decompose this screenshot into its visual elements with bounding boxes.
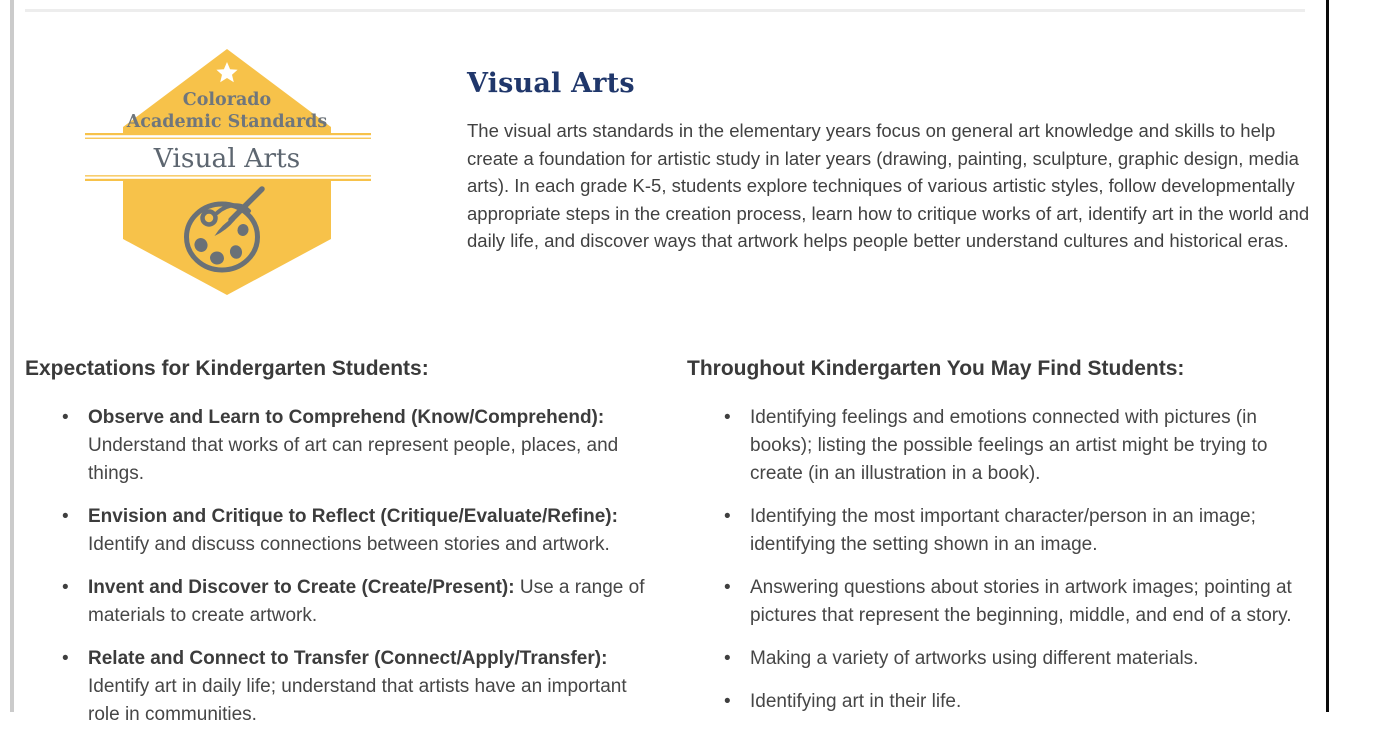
item-text: Understand that works of art can represent people, places, and things. xyxy=(88,435,619,484)
item-bold-label: Invent and Discover to Create (Create/Present): xyxy=(88,577,515,598)
page-left-rule xyxy=(10,0,14,712)
banner-rule xyxy=(85,138,371,139)
list-item xyxy=(61,503,659,559)
intro-section xyxy=(467,68,1331,255)
banner-rule xyxy=(85,179,371,181)
list-item: • Identifying the most important character/person in an image; identifying the setting shown in an image. xyxy=(723,503,1319,559)
list-item xyxy=(61,645,659,729)
item-bold-label: Envision and Critique to Reflect (Critique/Evaluate/Refine): xyxy=(88,506,618,527)
item-bold-label: Observe and Learn to Comprehend (Know/Comprehend): xyxy=(88,407,605,428)
item-text: Use a range of materials to create artwork. xyxy=(88,577,645,626)
students-activities-heading: Throughout Kindergarten You May Find Students: xyxy=(687,357,1185,380)
page-title: Visual Arts xyxy=(467,68,635,99)
page-top-rule xyxy=(25,9,1305,12)
list-item xyxy=(61,574,659,630)
banner-rule xyxy=(85,175,371,176)
intro-description: The visual arts standards in the elementary years focus on general art knowledge and skills to help create a foundation for artistic study in later years (drawing, painting, sculpture, graphic design, media arts). In each grade K-5, students explore techniques of various artistic styles, follow developmentally appropriate steps in the creation process, learn how to critique works of art, identify art in the world and daily life, and discover ways that artwork helps people better understand cultures and historical eras. xyxy=(467,120,1310,251)
expectations-section xyxy=(25,356,659,744)
banner-rule xyxy=(85,133,371,135)
expectations-heading: Expectations for Kindergarten Students: xyxy=(25,357,429,380)
item-text: Identify and discuss connections between stories and artwork. xyxy=(88,534,610,555)
badge-banner-text: Visual Arts xyxy=(153,143,301,174)
expectations-list xyxy=(61,404,659,729)
students-activities-section xyxy=(687,356,1319,731)
list-item xyxy=(61,404,659,488)
students-activities-list xyxy=(723,404,1319,716)
colorado-academic-standards-badge xyxy=(85,46,371,298)
item-bold-label: Relate and Connect to Transfer (Connect/Apply/Transfer): xyxy=(88,648,608,669)
badge-line2: Academic Standards xyxy=(126,112,328,132)
list-item: • Identifying art in their life. xyxy=(723,688,1319,716)
list-item: • Making a variety of artworks using different materials. xyxy=(723,645,1319,673)
list-item: • Answering questions about stories in artwork images; pointing at pictures that represent the beginning, middle, and end of a story. xyxy=(723,574,1319,630)
item-text: Identify art in daily life; understand that artists have an important role in communities. xyxy=(88,676,627,725)
list-item: • Identifying feelings and emotions connected with pictures (in books); listing the possible feelings an artist might be trying to create (in an illustration in a book). xyxy=(723,404,1319,488)
badge-line1: Colorado xyxy=(182,90,272,110)
